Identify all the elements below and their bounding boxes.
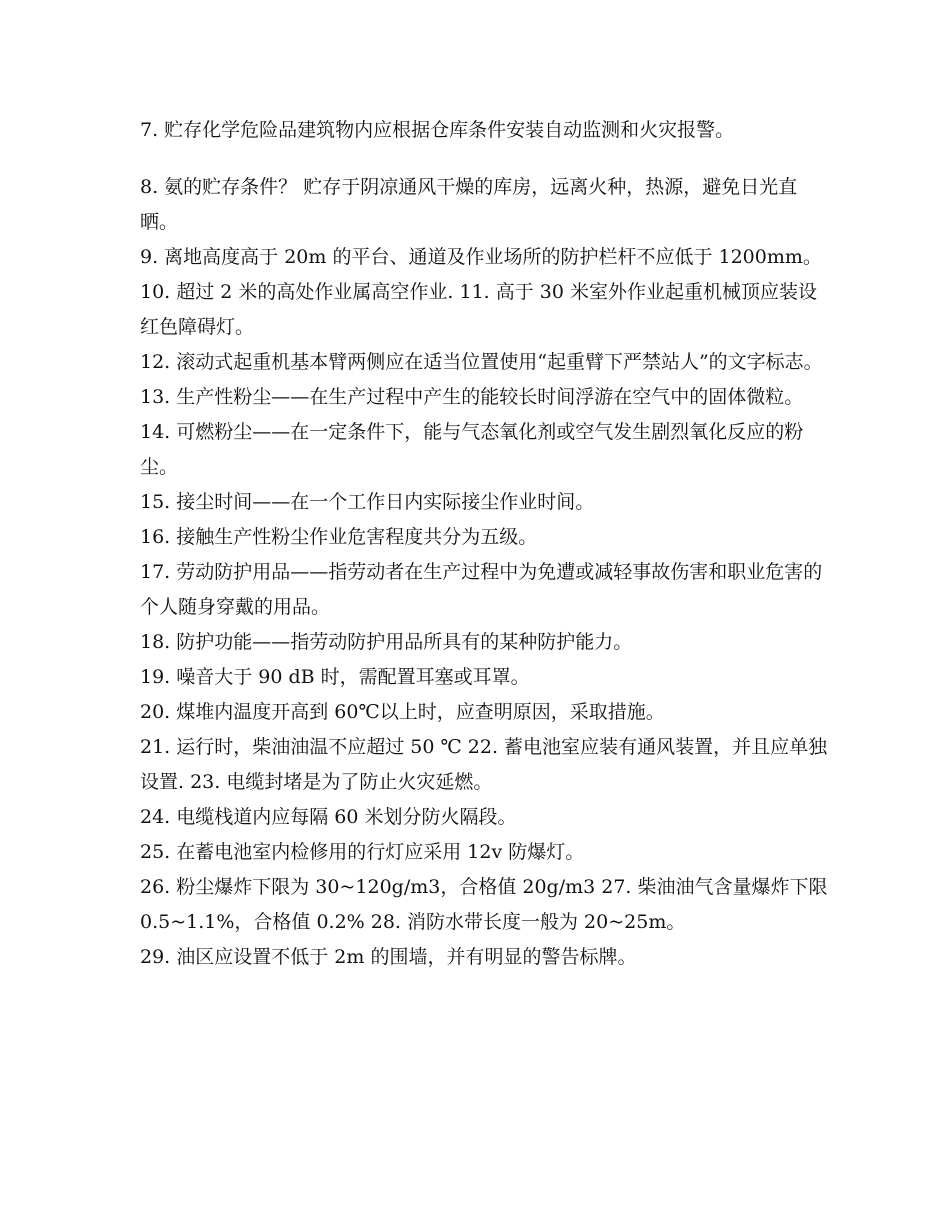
paragraph-21-23: 21. 运行时，柴油油温不应超过 50 ℃ 22. 蓄电池室应装有通风装置，并且应单独设置. 23. 电缆封堵是为了防止火灾延燃。: [140, 736, 828, 793]
paragraph-20: 20. 煤堆内温度开高到 60℃以上时，应查明原因，采取措施。: [140, 701, 665, 723]
paragraph-7: 7. 贮存化学危险品建筑物内应根据仓库条件安装自动监测和火灾报警。: [140, 119, 735, 141]
paragraph-24: 24. 电缆栈道内应每隔 60 米划分防火隔段。: [140, 806, 517, 828]
paragraph-13: 13. 生产性粉尘——在生产过程中产生的能较长时间浮游在空气中的固体微粒。: [140, 386, 804, 408]
paragraph-12: 12. 滚动式起重机基本臂两侧应在适当位置使用“起重臂下严禁站人”的文字标志。: [140, 351, 823, 373]
paragraph-17: 17. 劳动防护用品——指劳动者在生产过程中为免遭或减轻事故伤害和职业危害的个人随身穿戴的用品。: [140, 561, 823, 618]
paragraph-19: 19. 噪音大于 90 dB 时，需配置耳塞或耳罩。: [140, 666, 530, 688]
paragraph-29: 29. 油区应设置不低于 2m 的围墙，并有明显的警告标牌。: [140, 946, 637, 968]
paragraph-15: 15. 接尘时间——在一个工作日内实际接尘作业时间。: [140, 491, 595, 513]
paragraph-gap: [140, 148, 830, 170]
paragraph-9: 9. 离地高度高于 20m 的平台、通道及作业场所的防护栏杆不应低于 1200mm。: [140, 246, 822, 268]
document-body: [140, 113, 834, 975]
paragraph-25: 25. 在蓄电池室内检修用的行灯应采用 12v 防爆灯。: [140, 841, 585, 863]
paragraph-18: 18. 防护功能——指劳动防护用品所具有的某种防护能力。: [140, 631, 633, 653]
paragraph-10-11: 10. 超过 2 米的高处作业属高空作业. 11. 高于 30 米室外作业起重机械顶应装设红色障碍灯。: [140, 281, 818, 338]
paragraph-14: 14. 可燃粉尘——在一定条件下，能与气态氧化剂或空气发生剧烈氧化反应的粉尘。: [140, 421, 804, 478]
paragraph-26-28: 26. 粉尘爆炸下限为 30~120g/m3，合格值 20g/m3 27. 柴油油气含量爆炸下限 0.5~1.1%，合格值 0.2% 28. 消防水带长度一般为 20~25m。: [140, 876, 834, 933]
paragraph-8: 8. 氨的贮存条件？ 贮存于阴凉通风干燥的库房，远离火种，热源，避免日光直晒。: [140, 176, 798, 233]
paragraph-16: 16. 接触生产性粉尘作业危害程度共分为五级。: [140, 526, 538, 548]
